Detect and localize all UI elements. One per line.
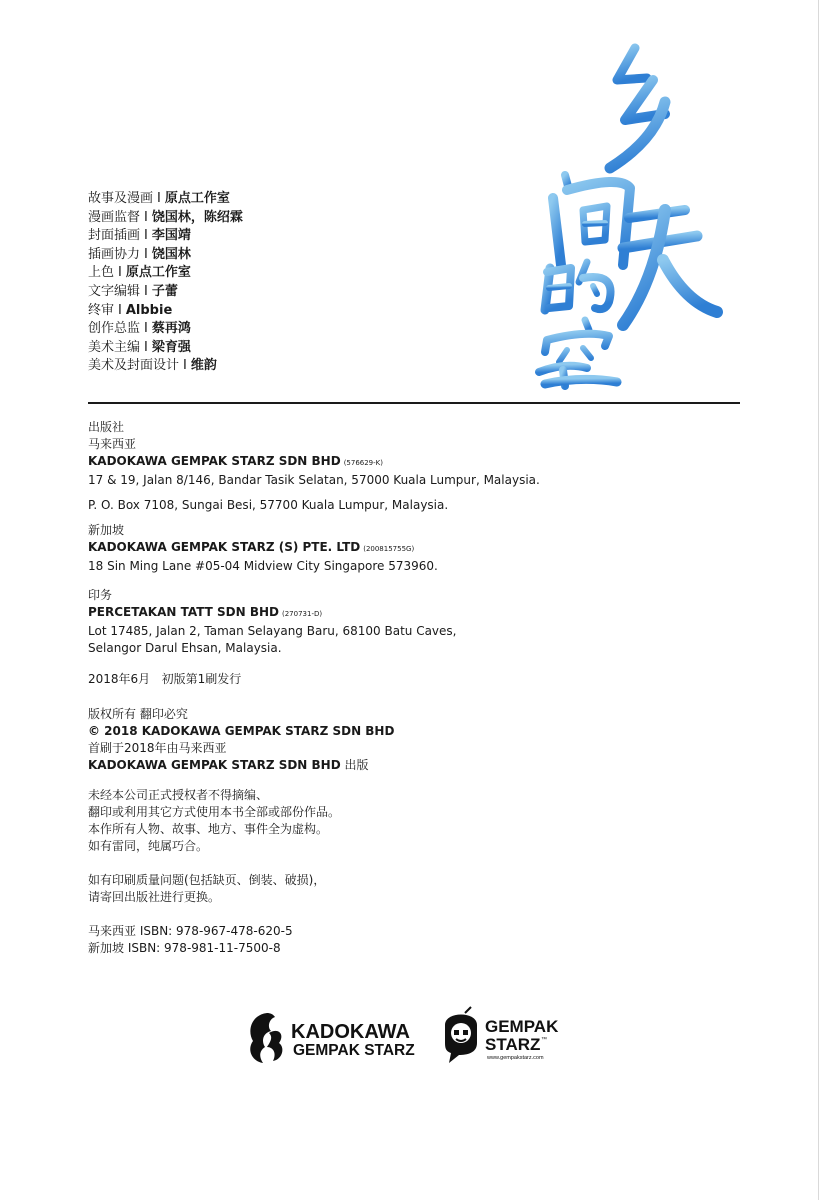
credit-role: 插画协力 (88, 246, 141, 262)
credit-role: 漫画监督 (88, 209, 141, 225)
publisher-singapore-reg: (200815755G) (363, 545, 415, 553)
replacement-line: 如有印刷质量问题(包括缺页、倒装、破损)， (88, 873, 326, 887)
notice-line: 如有雷同，纯属巧合。 (88, 839, 209, 853)
printer-reg: (270731-D) (282, 610, 323, 618)
credit-separator: I (144, 339, 148, 355)
credit-name: Albbie (125, 302, 173, 318)
credit-row (88, 302, 243, 321)
credit-separator: I (144, 283, 148, 299)
copyright-company: KADOKAWA GEMPAK STARZ SDN BHD (88, 758, 341, 772)
page-edge-line (818, 0, 819, 1200)
isbn-section (88, 923, 293, 957)
printer-company: PERCETAKAN TATT SDN BHD (88, 605, 279, 619)
publisher-malaysia-reg: (576629-K) (343, 459, 383, 467)
printer-heading: 印务 (88, 588, 113, 602)
notice-section (88, 787, 340, 855)
publisher-malaysia-address1: 17 & 19, Jalan 8/146, Bandar Tasik Selatan, 57000 Kuala Lumpur, Malaysia. (88, 473, 540, 487)
kadokawa-phoenix-icon (250, 1013, 282, 1063)
gempak-logo-tm: ™ (541, 1037, 547, 1043)
copyright-line1: 版权所有 翻印必究 (88, 707, 188, 721)
publisher-malaysia-country: 马来西亚 (88, 437, 137, 451)
credit-name: 梁育强 (151, 339, 191, 355)
credit-role: 创作总监 (88, 321, 141, 337)
credit-role: 上色 (88, 265, 115, 281)
notice-line: 未经本公司正式授权者不得摘编、 (88, 788, 269, 802)
publisher-singapore-address: 18 Sin Ming Lane #05-04 Midview City Singapore 573960. (88, 559, 438, 573)
credit-separator: I (183, 358, 187, 374)
gempak-mascot-icon (445, 1007, 477, 1063)
title-calligraphy (525, 40, 725, 390)
publisher-malaysia-company: KADOKAWA GEMPAK STARZ SDN BHD (88, 454, 341, 468)
edition-info: 2018年6月 初版第1刷发行 (88, 672, 242, 686)
section-divider (88, 402, 740, 404)
copyright-line4 (88, 757, 394, 774)
copyright-line3: 首刷于2018年由马来西亚 (88, 741, 227, 755)
credit-separator: I (144, 246, 148, 262)
credit-name: 饶国林 (151, 246, 191, 262)
publisher-malaysia-address2: P. O. Box 7108, Sungai Besi, 57700 Kuala Lumpur, Malaysia. (88, 498, 449, 512)
credit-role: 终审 (88, 302, 115, 318)
gempak-logo-url: www.gempakstarz.com (487, 1055, 544, 1061)
credit-separator: I (118, 265, 122, 281)
copyright-section (88, 706, 394, 774)
isbn-malaysia: 马来西亚 ISBN: 978-967-478-620-5 (88, 924, 293, 938)
credit-separator: I (118, 302, 122, 318)
credit-row (88, 339, 243, 358)
credit-row (88, 357, 243, 376)
printer-address2: Selangor Darul Ehsan, Malaysia. (88, 641, 282, 655)
credit-role: 美术主编 (88, 339, 141, 355)
kadokawa-logo-line1: KADOKAWA (291, 1021, 410, 1043)
publisher-singapore-section (88, 522, 438, 575)
credit-name: 原点工作室 (125, 265, 191, 281)
credit-row (88, 209, 243, 228)
replacement-section (88, 872, 325, 906)
publisher-logos (245, 1005, 575, 1070)
notice-line: 本作所有人物、故事、地方、事件全为虚构。 (88, 822, 329, 836)
credit-name: 子蕾 (151, 283, 178, 299)
credit-role: 文字编辑 (88, 283, 141, 299)
credit-row (88, 320, 243, 339)
credit-separator: I (144, 321, 148, 337)
publisher-singapore-country: 新加坡 (88, 523, 125, 537)
credit-name: 维韵 (190, 358, 217, 374)
publisher-section (88, 419, 540, 514)
credit-separator: I (144, 228, 148, 244)
credit-row (88, 246, 243, 265)
credit-row (88, 283, 243, 302)
printer-address1: Lot 17485, Jalan 2, Taman Selayang Baru, 68100 Batu Caves, (88, 624, 457, 638)
notice-line: 翻印或利用其它方式使用本书全部或部份作品。 (88, 805, 341, 819)
credit-separator: I (157, 191, 161, 206)
credit-role: 封面插画 (88, 228, 141, 244)
credit-name: 蔡再鸿 (151, 321, 191, 337)
printer-company-line (88, 604, 456, 623)
isbn-singapore: 新加坡 ISBN: 978-981-11-7500-8 (88, 941, 281, 955)
kadokawa-logo-line2: GEMPAK STARZ (293, 1042, 415, 1059)
gempak-logo-line2: STARZ (485, 1035, 541, 1054)
gempak-logo-line1: GEMPAK (485, 1017, 559, 1036)
publisher-heading: 出版社 (88, 420, 125, 434)
credit-row (88, 190, 243, 209)
credit-role: 故事及漫画 (88, 191, 154, 206)
copyright-line2: © 2018 KADOKAWA GEMPAK STARZ SDN BHD (88, 724, 395, 738)
credit-name: 原点工作室 (164, 191, 230, 206)
credits-list (88, 190, 243, 376)
credit-role: 美术及封面设计 (88, 358, 180, 374)
publisher-singapore-company-line (88, 539, 438, 558)
credit-name: 李国靖 (151, 228, 191, 244)
copyright-suffix: 出版 (340, 758, 369, 772)
publisher-singapore-company: KADOKAWA GEMPAK STARZ (S) PTE. LTD (88, 540, 361, 554)
credit-row (88, 264, 243, 283)
credit-row (88, 227, 243, 246)
credit-separator: I (144, 209, 148, 225)
replacement-line: 请寄回出版社进行更换。 (88, 890, 221, 904)
credit-name: 饶国林，陈绍霖 (151, 209, 243, 225)
publisher-malaysia-company-line (88, 453, 540, 472)
printer-section (88, 587, 456, 657)
